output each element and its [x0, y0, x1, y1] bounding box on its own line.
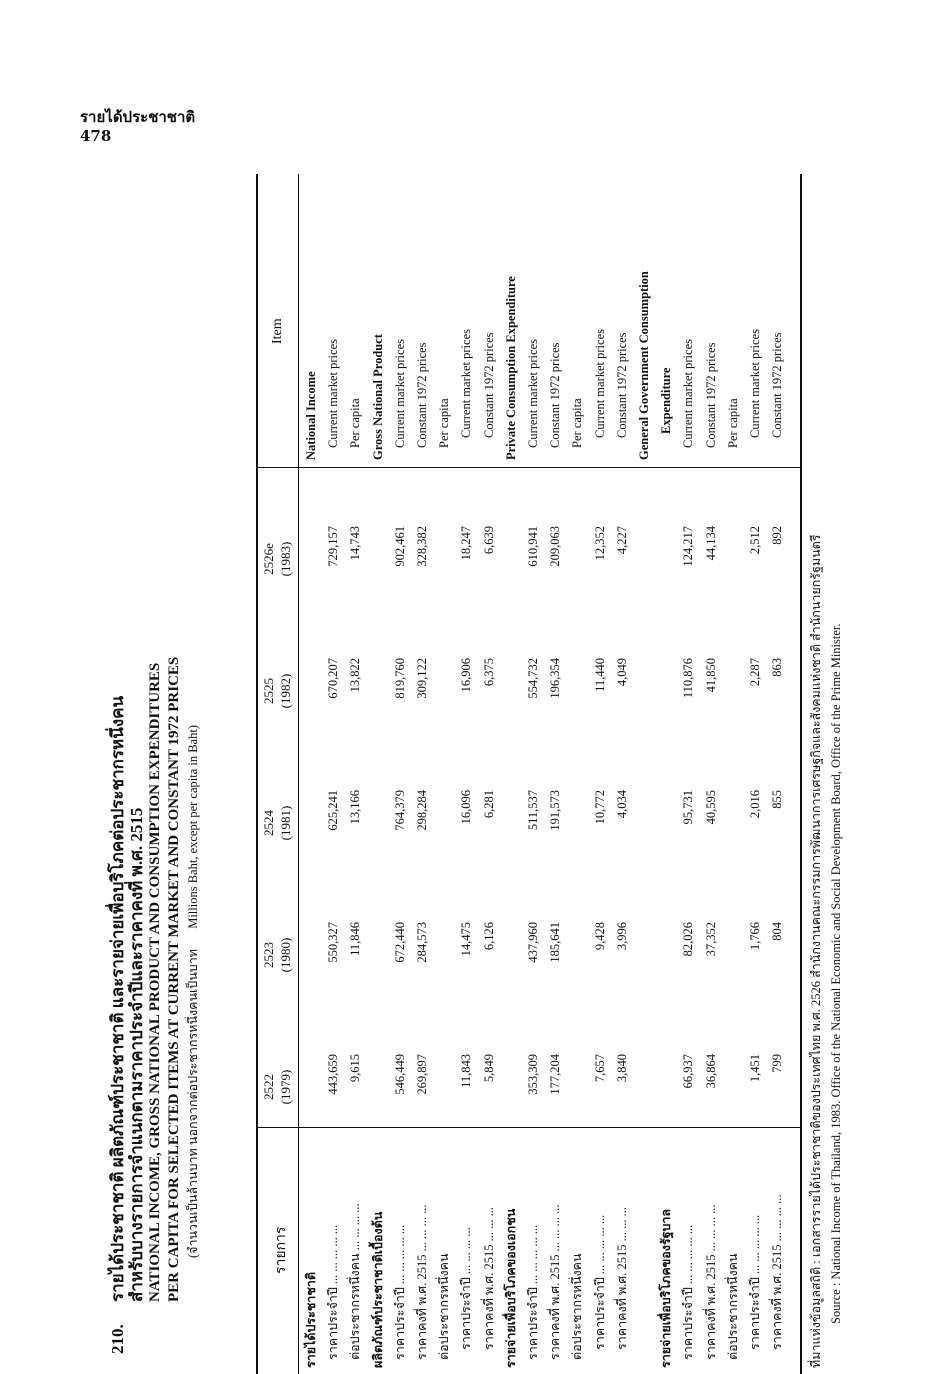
table-row — [703, 174, 720, 1374]
table-row — [614, 174, 631, 1374]
table-row — [458, 174, 475, 1374]
table-row — [303, 174, 320, 1374]
table-row — [547, 174, 564, 1374]
year-buddhist-era: 2524 — [261, 810, 276, 836]
row-label-thai: ราคาประจำปี ... ... ... ... — [459, 1227, 474, 1350]
table-cell-value: 309,122 — [415, 658, 429, 699]
row-label-thai: ราคาประจำปี ... ... ... ... ... — [392, 1224, 407, 1360]
source-note-thai: ที่มาแห่งข้อมูลสถิติ : เอกสารรายได้ประชาชาติของประเทศไทย พ.ศ. 2526 สำนักงานคณะกรรมการพัฒนาการเศรษฐกิจและสังคมแห่งชาติ สำนักนายกรัฐมนตรี — [809, 534, 823, 1368]
table-cell-value: 37,352 — [703, 922, 718, 957]
table-row — [725, 174, 742, 1374]
table-cell-value: 11,846 — [348, 922, 363, 956]
table-cell-value: 353,309 — [526, 1054, 540, 1095]
table-title-thai-1: รายได้ประชาชาติ ผลิตภัณฑ์ประชาชาติ และรายจ่ายเพื่อบริโภคต่อประชากรหนึ่งคน — [108, 695, 127, 1302]
table-title-english-1: NATIONAL INCOME, GROSS NATIONAL PRODUCT AND CONSUMPTION EXPENDITURES — [147, 662, 163, 1302]
table-cell-value: 298,284 — [415, 790, 429, 831]
table-cell-value: 2,016 — [748, 790, 762, 819]
table-cell-value: 177,204 — [548, 1054, 563, 1095]
rotated-table-page — [100, 174, 860, 1374]
table-cell-value: 95,731 — [681, 790, 696, 825]
table-cell-value: 10,772 — [592, 790, 607, 825]
unit-note-english: Millions Baht, except per capita in Baht) — [186, 725, 200, 929]
table-row — [592, 174, 609, 1374]
table-cell-value: 729,157 — [326, 526, 341, 567]
column-header-year — [260, 520, 294, 598]
table-cell-value: 16,906 — [459, 658, 474, 693]
column-header-item-thai: รายการ — [274, 1226, 289, 1274]
table-cell-value: 819,760 — [392, 658, 407, 699]
table-cell-value: 4,227 — [614, 526, 629, 555]
row-label-english: National Income — [304, 371, 318, 460]
row-label-thai: ราคาคงที่ พ.ศ. 2515 ... ... ... — [481, 1207, 496, 1350]
page-number: 478 — [80, 127, 112, 145]
row-label-english: Gross National Product — [370, 334, 385, 460]
row-label-thai: ต่อประชากรหนึ่งคน — [437, 1253, 452, 1360]
table-cell-value: 1,451 — [748, 1054, 762, 1083]
table-cell-value: 9,615 — [348, 1054, 363, 1083]
row-label-thai: ราคาคงที่ พ.ศ. 2515 ... ... ... ... — [703, 1204, 718, 1360]
table-cell-value: 36,864 — [703, 1054, 718, 1089]
table-cell-value: 16,096 — [459, 790, 474, 825]
table-cell-value: 3,840 — [614, 1054, 629, 1083]
table-cell-value: 804 — [770, 922, 785, 941]
row-label-english: Private Consumption Expenditure — [503, 276, 518, 460]
row-label-english: Constant 1972 prices — [481, 332, 496, 438]
row-label-english: Per capita — [570, 398, 585, 448]
table-cell-value: 12,352 — [592, 526, 607, 561]
page-header-title: รายได้ประชาชาติ — [80, 108, 196, 126]
table-cell-value: 5,849 — [481, 1054, 496, 1083]
row-label-english: Current market prices — [526, 339, 540, 448]
table-cell-value: 14,743 — [348, 526, 363, 561]
year-common-era: (1981) — [278, 805, 293, 841]
table-cell-value: 1,766 — [748, 922, 762, 951]
table-row — [392, 174, 409, 1374]
table-top-rule — [256, 174, 258, 1374]
row-label-thai: ราคาประจำปี ... ... ... ... ... — [592, 1214, 607, 1350]
year-buddhist-era: 2526e — [261, 543, 276, 575]
table-cell-value: 196,354 — [548, 658, 563, 699]
table-row — [436, 174, 453, 1374]
year-common-era: (1980) — [278, 937, 293, 973]
row-label-english: Per capita — [348, 398, 363, 448]
table-cell-value: 14,475 — [459, 922, 474, 957]
row-label-english: Current market prices — [459, 329, 474, 438]
row-label-thai: รายจ่ายเพื่อบริโภคของรัฐบาล — [659, 1208, 674, 1368]
table-row — [325, 174, 342, 1374]
row-label-thai: ราคาประจำปี ... ... ... ... ... — [326, 1224, 341, 1360]
row-label-thai: ราคาคงที่ พ.ศ. 2515 ... ... ... ... — [770, 1194, 785, 1350]
table-cell-value: 7,657 — [592, 1054, 607, 1083]
table-title-thai-2: สำหรับบางรายการจำแนกตามราคาประจำปีและราคาคงที่ พ.ศ. 2515 — [127, 807, 146, 1302]
table-row — [481, 174, 498, 1374]
table-cell-value: 3,996 — [614, 922, 629, 951]
row-label-thai: ต่อประชากรหนึ่งคน ... ... ... ... — [348, 1203, 363, 1360]
table-cell-value: 269,897 — [415, 1054, 429, 1095]
table-number: 210. — [108, 1324, 127, 1354]
row-label-english: Constant 1972 prices — [548, 342, 563, 448]
table-cell-value: 511,537 — [526, 790, 540, 831]
column-header-item-english: Item — [270, 318, 285, 344]
column-header-year — [260, 916, 294, 994]
table-cell-value: 6,639 — [481, 526, 496, 555]
table-cell-value: 11,440 — [592, 658, 607, 692]
row-label-thai: รายได้ประชาชาติ — [304, 1272, 318, 1368]
table-cell-value: 550,327 — [326, 922, 341, 963]
row-label-english: Current market prices — [326, 339, 341, 448]
table-cell-value: 284,573 — [415, 922, 429, 963]
row-label-thai: ราคาประจำปี ... ... ... ... ... — [681, 1224, 696, 1360]
row-label-english: Per capita — [437, 398, 452, 448]
table-cell-value: 9,428 — [592, 922, 607, 951]
table-cell-value: 6,126 — [481, 922, 496, 951]
table-bottom-rule — [800, 174, 802, 1374]
table-cell-value: 124,217 — [681, 526, 696, 567]
table-cell-value: 554,732 — [526, 658, 540, 699]
table-cell-value: 82,026 — [681, 922, 696, 957]
year-buddhist-era: 2522 — [261, 1074, 276, 1100]
year-common-era: (1983) — [278, 541, 293, 577]
table-cell-value: 546,449 — [392, 1054, 407, 1095]
table-header-rule — [298, 174, 299, 1374]
row-label-thai: ราคาคงที่ พ.ศ. 2515 ... ... ... ... — [548, 1204, 563, 1360]
table-cell-value: 328,382 — [415, 526, 429, 567]
table-cell-value: 6,281 — [481, 790, 496, 819]
table-cell-value: 437,960 — [526, 922, 540, 963]
table-cell-value: 110,876 — [681, 658, 696, 699]
table-row — [569, 174, 586, 1374]
year-common-era: (1982) — [278, 673, 293, 709]
table-cell-value: 191,573 — [548, 790, 563, 831]
table-cell-value: 41,850 — [703, 658, 718, 693]
row-label-thai: ราคาคงที่ พ.ศ. 2515 ... ... ... — [614, 1207, 629, 1350]
table-cell-value: 13,822 — [348, 658, 363, 693]
row-label-thai: ผลิตภัณฑ์ประชาชาติเบื้องต้น — [370, 1211, 385, 1368]
table-cell-value: 610,941 — [526, 526, 540, 567]
table-cell-value: 209,063 — [548, 526, 563, 567]
year-buddhist-era: 2523 — [261, 942, 276, 968]
row-label-english: Constant 1972 prices — [614, 332, 629, 438]
row-label-english: Per capita — [725, 398, 740, 448]
row-label-english: Current market prices — [392, 339, 407, 448]
unit-note-thai: (จำนวนเป็นล้านบาท นอกจากต่อประชากรหนึ่งคนเป็นบาท — [186, 949, 200, 1258]
table-title-block — [108, 184, 203, 1354]
table-title-english-2: PER CAPITA FOR SELECTED ITEMS AT CURRENT MARKET AND CONSTANT 1972 PRICES — [166, 656, 182, 1302]
row-label-thai: ต่อประชากรหนึ่งคน — [570, 1253, 585, 1360]
row-label-thai: ราคาประจำปี ... ... ... ... ... — [748, 1214, 762, 1350]
table-cell-value: 2,287 — [748, 658, 762, 687]
table-cell-value: 4,049 — [614, 658, 629, 687]
table-row — [769, 174, 786, 1374]
table-cell-value: 18,247 — [459, 526, 474, 561]
table-cell-value: 13,166 — [348, 790, 363, 825]
table-row — [414, 174, 431, 1374]
table-cell-value: 6,375 — [481, 658, 496, 687]
row-label-thai: รายจ่ายเพื่อบริโภคของเอกชน — [503, 1208, 518, 1368]
row-label-english: General Government Consumption — [637, 271, 651, 460]
table-row — [636, 174, 653, 1374]
column-header-year — [260, 1048, 294, 1126]
table-row — [503, 174, 520, 1374]
row-label-english: Current market prices — [681, 339, 696, 448]
column-header-year — [260, 652, 294, 730]
year-common-era: (1979) — [278, 1069, 293, 1105]
table-cell-value: 855 — [770, 790, 785, 809]
table-row — [525, 174, 542, 1374]
table-cell-value: 670,207 — [326, 658, 341, 699]
table-row — [347, 174, 364, 1374]
row-label-english: Constant 1972 prices — [703, 342, 718, 448]
row-label-english: Current market prices — [748, 329, 762, 438]
table-row — [370, 174, 387, 1374]
table-cell-value: 443,659 — [326, 1054, 341, 1095]
table-cell-value: 625,241 — [326, 790, 341, 831]
row-label-english: Current market prices — [592, 329, 607, 438]
table-cell-value: 185,641 — [548, 922, 563, 963]
table-cell-value: 2,512 — [748, 526, 762, 555]
row-label-thai: ราคาคงที่ พ.ศ. 2515 ... ... ... ... — [415, 1204, 429, 1360]
table-cell-value: 892 — [770, 526, 785, 545]
row-label-thai: ราคาประจำปี ... ... ... ... ... — [526, 1224, 540, 1360]
table-row — [680, 174, 697, 1374]
table-cell-value: 863 — [770, 658, 785, 677]
table-cell-value: 764,379 — [392, 790, 407, 831]
table-cell-value: 11,843 — [459, 1054, 474, 1088]
row-label-english: Expenditure — [659, 367, 674, 434]
row-label-english: Constant 1972 prices — [770, 332, 785, 438]
year-buddhist-era: 2525 — [261, 678, 276, 704]
table-cell-value: 4,034 — [614, 790, 629, 819]
table-cell-value: 44,134 — [703, 526, 718, 561]
page-header — [80, 108, 195, 146]
column-header-year — [260, 784, 294, 862]
table-cell-value: 40,595 — [703, 790, 718, 825]
table-row — [658, 174, 675, 1374]
table-cell-value: 672,440 — [392, 922, 407, 963]
source-note-english: Source : National Income of Thailand, 1983. Office of the National Economic and Social Development Board, Office of the Prime Minister. — [829, 623, 843, 1324]
row-label-thai: ต่อประชากรหนึ่งคน — [725, 1253, 740, 1360]
table-cell-value: 902,461 — [392, 526, 407, 567]
table-row — [747, 174, 764, 1374]
table-cell-value: 799 — [770, 1054, 785, 1073]
row-label-english: Constant 1972 prices — [415, 342, 429, 448]
table-cell-value: 66,937 — [681, 1054, 696, 1089]
